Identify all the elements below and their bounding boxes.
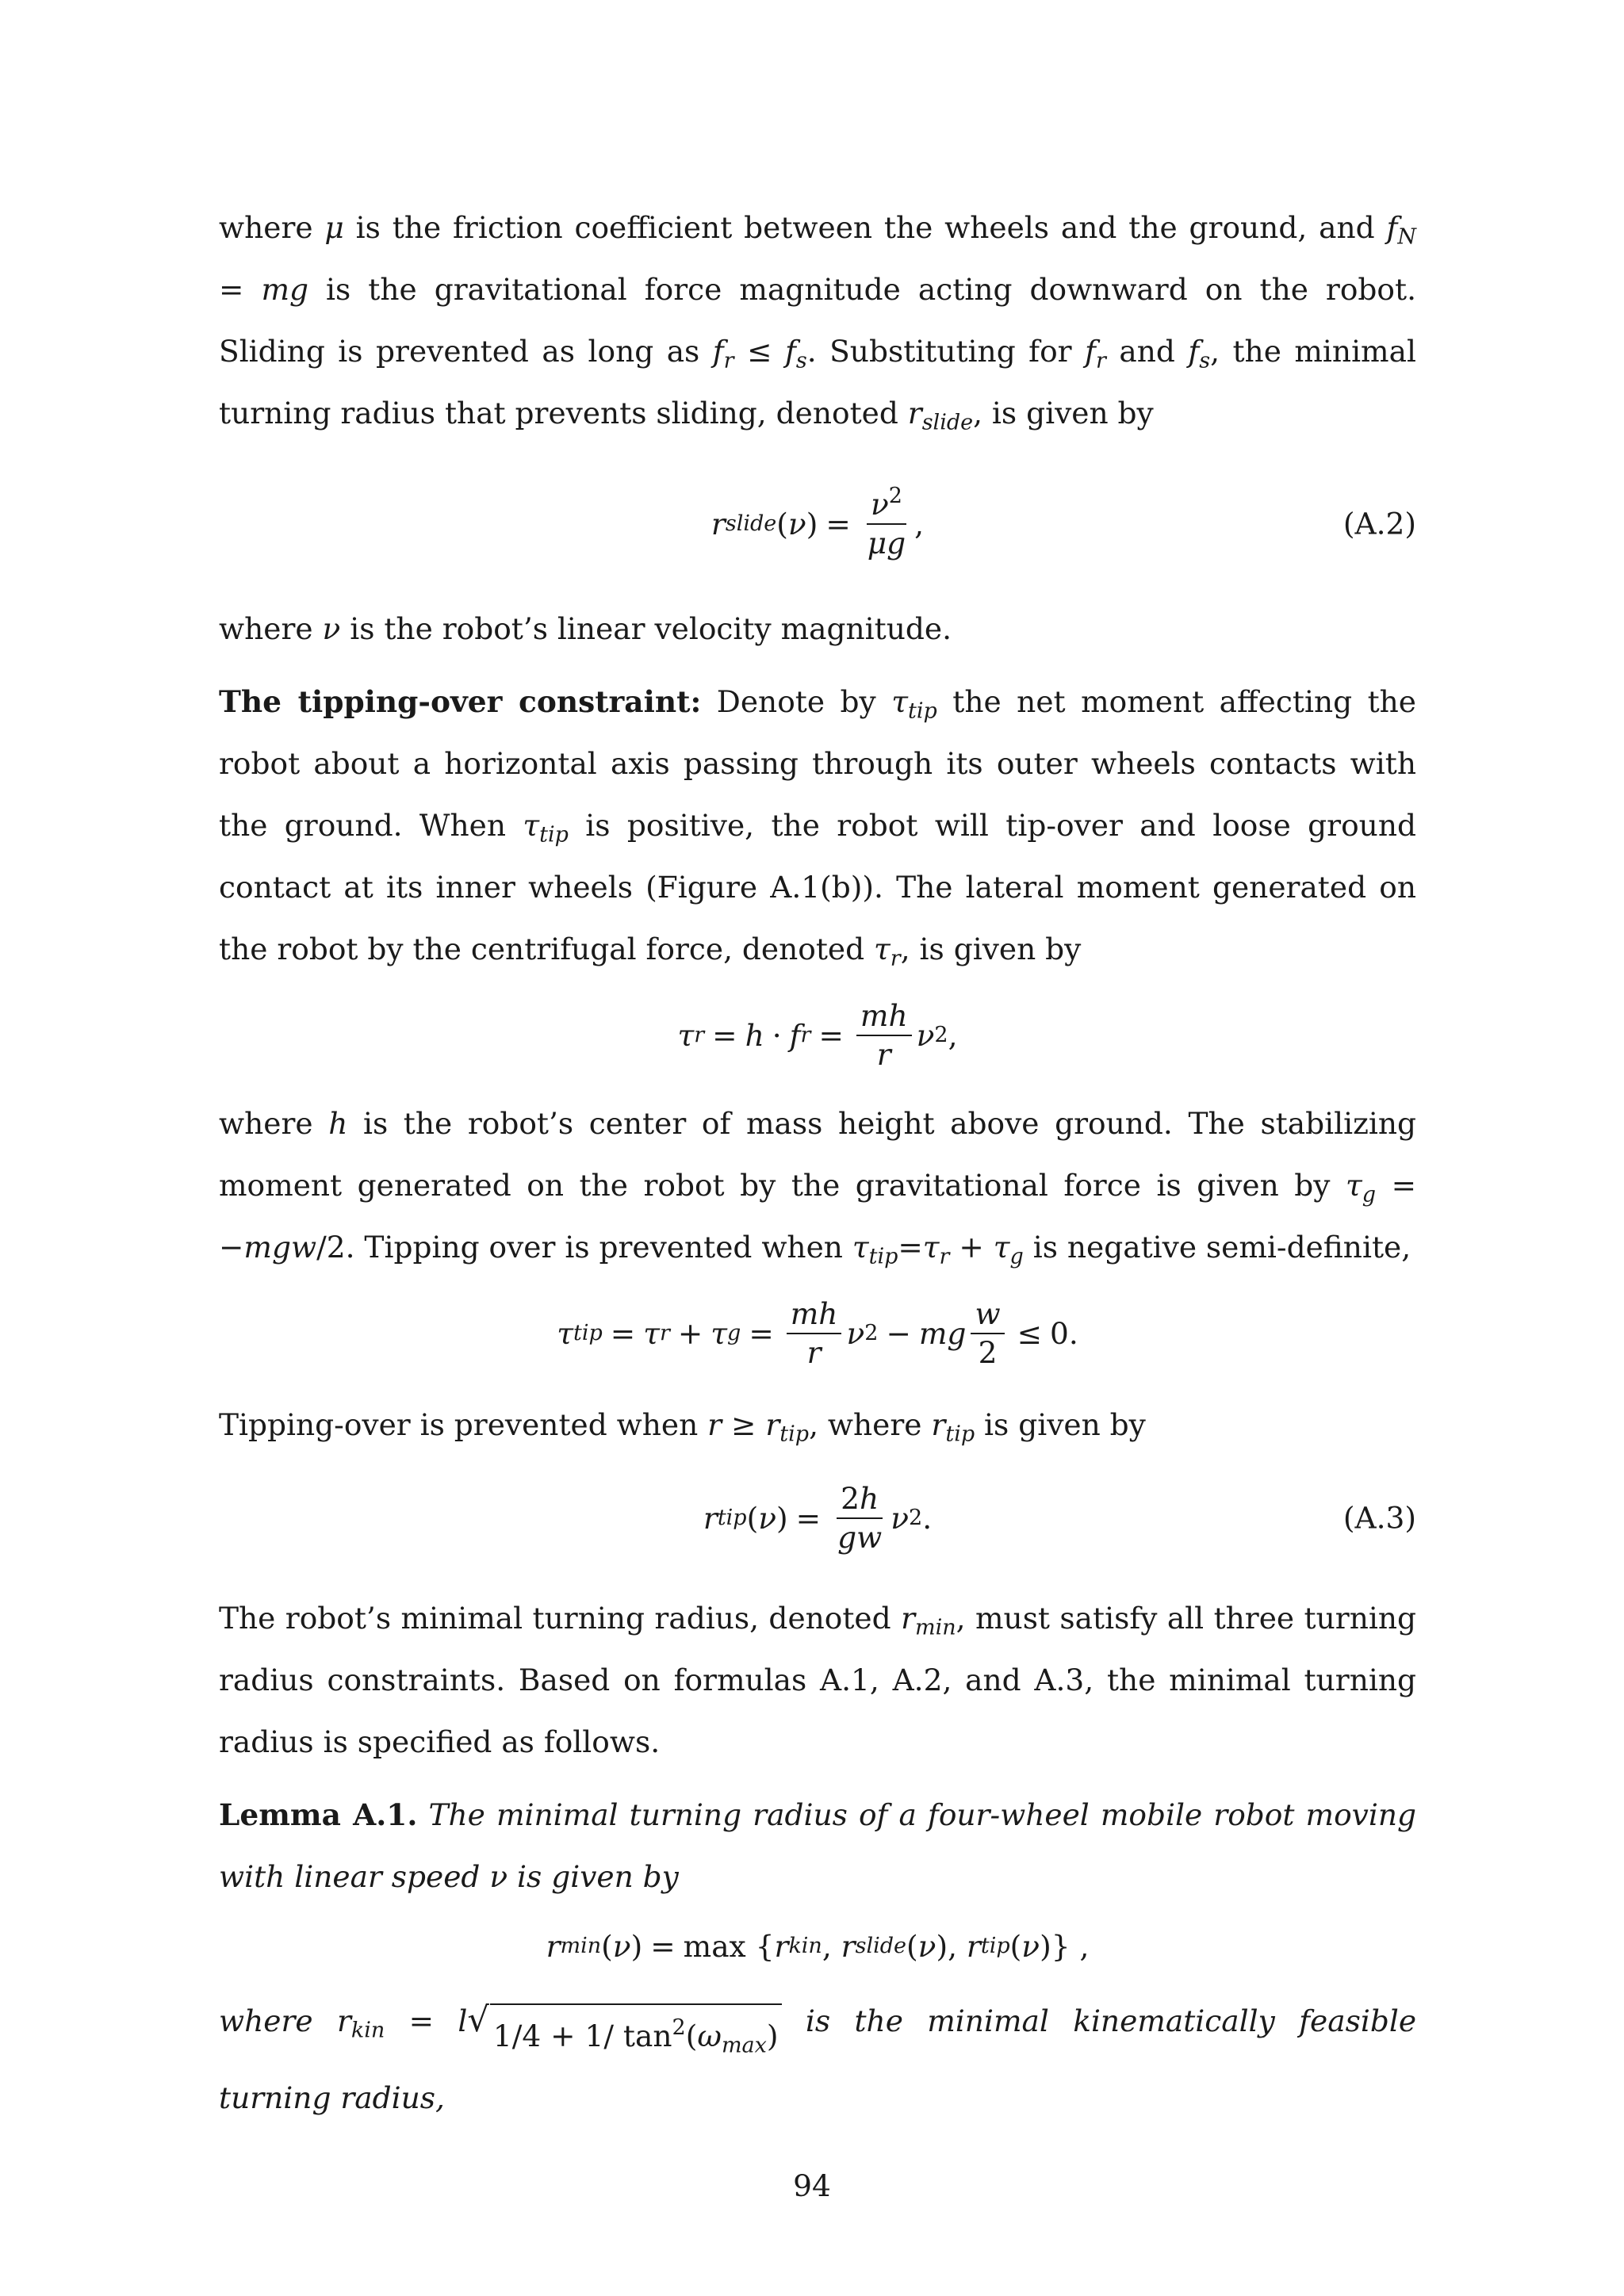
paragraph-rkin: where $r_{kin} = l$ √ 1/4 + 1/ $\tan^2(\omega_{max})$ is the minimal kinematically feasible turning radius, <box>219 2000 1417 2115</box>
equation-a3: r tip ( ν ) = $\frac{2h}{gw}$ ν 2 . (A.3) <box>703 1480 1416 1555</box>
paragraph-min-radius: The robot’s minimal turning radius, denoted $r_{min}$, must satisfy all three turning radius constraints. Based on formulas A.1, A.2, and A.3, the minimal turning radius is specified as follows. <box>219 1601 1416 1759</box>
paragraph-stabilizing: where h is the robot’s center of mass height above ground. The stabilizing moment generated on the robot by the gravitational force is given by $\tau_g = -mgw/2$. Tipping over is prevented when $\tau_{tip}=\tau_r + \tau_g$ is negative semi-definite, <box>219 1106 1417 1269</box>
page-number: 94 <box>793 2168 831 2203</box>
equation-rmin: r min ( ν ) = max { r kin , r slide ( ν ), r tip ( ν )} , <box>546 1928 1090 1964</box>
paragraph-velocity: where ν is the robot’s linear velocity magnitude. <box>219 611 952 646</box>
equation-a2: r slide ( ν ) = $\frac{\nu^2}{\mu g}$ , (A.2) <box>710 484 1416 561</box>
page-body <box>219 197 1416 2129</box>
lemma-heading: Lemma A.1. <box>219 1797 418 1832</box>
paragraph-tip-condition: Tipping-over is prevented when $r \ge r_{tip}$, where $r_{tip}$ is given by <box>219 1407 1146 1447</box>
section-heading: The tipping-over constraint: <box>219 684 702 719</box>
paragraph-friction: where μ is the friction coefficient between the wheels and the ground, and $f_N$ = mg is the gravitational force magnitude acting downward on the robot. Sliding is prevented as long as $f_r \le f_s$. Substituting for $f_r$ and $f_s$, the minimal turning radius that prevents sliding, denoted $r_{slide}$, is given by <box>219 210 1417 435</box>
lemma-a1: Lemma A.1. The minimal turning radius of a four-wheel mobile robot moving with linear speed ν is given by <box>219 1797 1416 1894</box>
equation-lateral-moment: τ r = h · f r = $\frac{mh}{r}$ ν 2 , <box>677 997 958 1072</box>
equation-tip-moment: τ tip = τ r + τ g = $\frac{mh}{r}$ ν 2 − mg $\frac{w}{2}$ ≤ 0. <box>557 1295 1078 1370</box>
equation-number: (A.2) <box>1342 506 1416 541</box>
equation-number: (A.3) <box>1342 1500 1416 1536</box>
paragraph-tipping: The tipping-over constraint: Denote by $\tau_{tip}$ the net moment affecting the robot about a horizontal axis passing through its outer wheels contacts with the ground. When $\tau_{tip}$ is positive, the robot will tip-over and loose ground contact at its inner wheels (Figure A.1(b)). The lateral moment generated on the robot by the centrifugal force, denoted $\tau_r$, is given by <box>219 684 1417 971</box>
